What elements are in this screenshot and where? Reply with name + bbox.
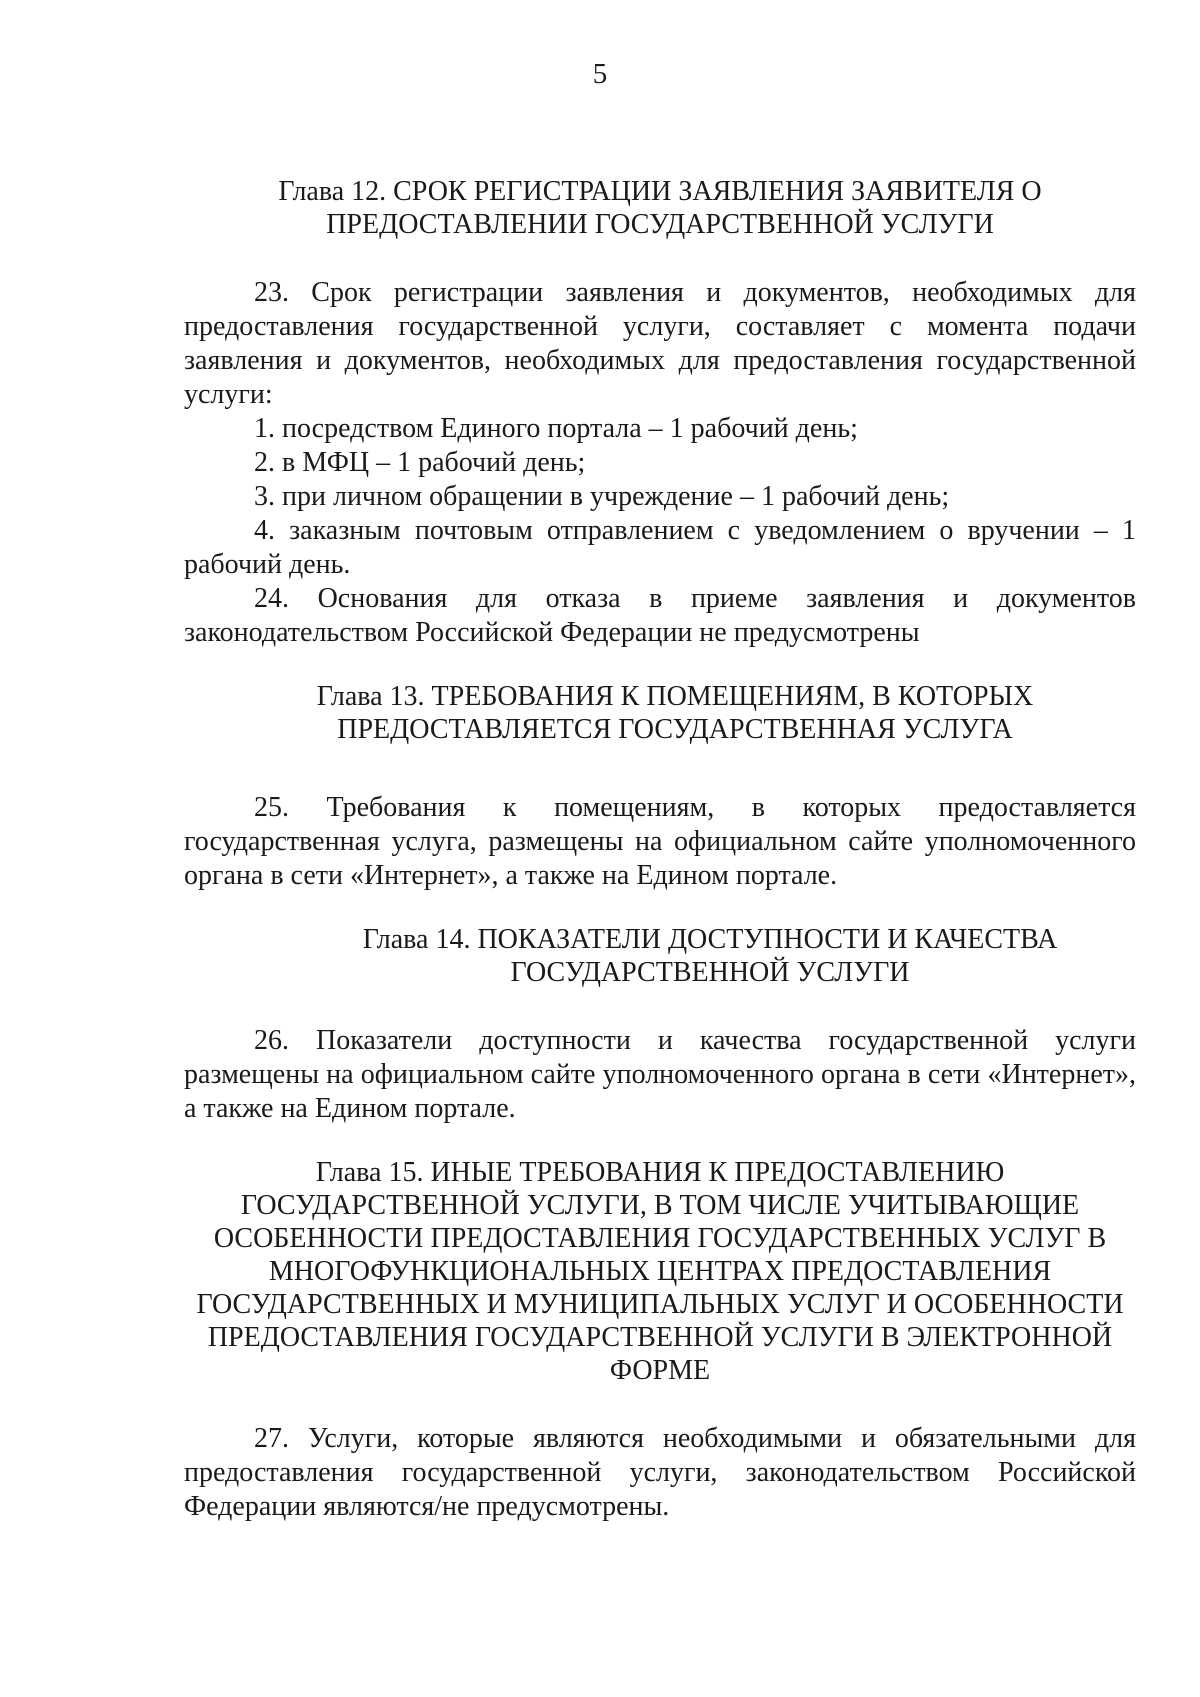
chapter-12-heading — [184, 175, 1136, 241]
chapter-15-title-line: ГОСУДАРСТВЕННОЙ УСЛУГИ, В ТОМ ЧИСЛЕ УЧИТЫВАЮЩИЕ — [240, 1190, 1080, 1221]
paragraph-23: 23. Срок регистрации заявления и документов, необходимых для предоставления государственной услуги, составляет с момента подачи заявления и документов, необходимых для предоставления государственной услуги: — [184, 277, 1136, 410]
chapter-13-title-line-1: Глава 13. ТРЕБОВАНИЯ К ПОМЕЩЕНИЯМ, В КОТОРЫХ — [316, 681, 1034, 712]
chapter-15-title-line: ФОРМЕ — [609, 1355, 711, 1386]
paragraph-26: 26. Показатели доступности и качества государственной услуги размещены на официальном сайте уполномоченного органа в сети «Интернет», а также на Едином портале. — [184, 1025, 1136, 1124]
chapter-14-heading — [184, 923, 1136, 989]
chapter-13-title-line-2: ПРЕДОСТАВЛЯЕТСЯ ГОСУДАРСТВЕННАЯ УСЛУГА — [337, 714, 1013, 745]
chapter-13-heading — [184, 680, 1136, 746]
document-body — [184, 175, 1136, 1524]
chapter-15-heading — [184, 1156, 1136, 1387]
paragraph-27: 27. Услуги, которые являются необходимыми и обязательными для предоставления государственной услуги, законодательством Российской Федерации являются/не предусмотрены. — [184, 1423, 1136, 1522]
chapter-14-title-line-1: Глава 14. ПОКАЗАТЕЛИ ДОСТУПНОСТИ И КАЧЕСТВА — [362, 924, 1058, 955]
page-number: 5 — [592, 58, 608, 90]
chapter-15-title-line: Глава 15. ИНЫЕ ТРЕБОВАНИЯ К ПРЕДОСТАВЛЕНИЮ — [315, 1157, 1005, 1188]
list-item: 2. в МФЦ – 1 рабочий день; — [254, 447, 586, 478]
chapter-15-title-line: ПРЕДОСТАВЛЕНИЯ ГОСУДАРСТВЕННОЙ УСЛУГИ В ЭЛЕКТРОННОЙ — [207, 1322, 1113, 1353]
chapter-12-title-line-2: ПРЕДОСТАВЛЕНИИ ГОСУДАРСТВЕННОЙ УСЛУГИ — [326, 209, 994, 240]
list-item: 3. при личном обращении в учреждение – 1 рабочий день; — [254, 481, 950, 512]
chapter-12-title-line-1: Глава 12. СРОК РЕГИСТРАЦИИ ЗАЯВЛЕНИЯ ЗАЯВИТЕЛЯ О — [278, 176, 1042, 207]
chapter-15-title-line: МНОГОФУНКЦИОНАЛЬНЫХ ЦЕНТРАХ ПРЕДОСТАВЛЕНИЯ — [268, 1256, 1052, 1287]
paragraph-24: 24. Основания для отказа в приеме заявления и документов законодательством Российской Федерации не предусмотрены — [184, 583, 1136, 648]
chapter-15-title-line: ОСОБЕННОСТИ ПРЕДОСТАВЛЕНИЯ ГОСУДАРСТВЕННЫХ УСЛУГ В — [213, 1223, 1107, 1254]
chapter-14-title-line-2: ГОСУДАРСТВЕННОЙ УСЛУГИ — [510, 957, 910, 988]
paragraph-25: 25. Требования к помещениям, в которых предоставляется государственная услуга, размещены на официальном сайте уполномоченного органа в сети «Интернет», а также на Едином портале. — [184, 792, 1136, 891]
list-item: 1. посредством Единого портала – 1 рабочий день; — [254, 413, 858, 444]
list-item: 4. заказным почтовым отправлением с уведомлением о вручении – 1 рабочий день. — [184, 515, 1136, 580]
chapter-15-title-line: ГОСУДАРСТВЕННЫХ И МУНИЦИПАЛЬНЫХ УСЛУГ И ОСОБЕННОСТИ — [196, 1289, 1124, 1320]
